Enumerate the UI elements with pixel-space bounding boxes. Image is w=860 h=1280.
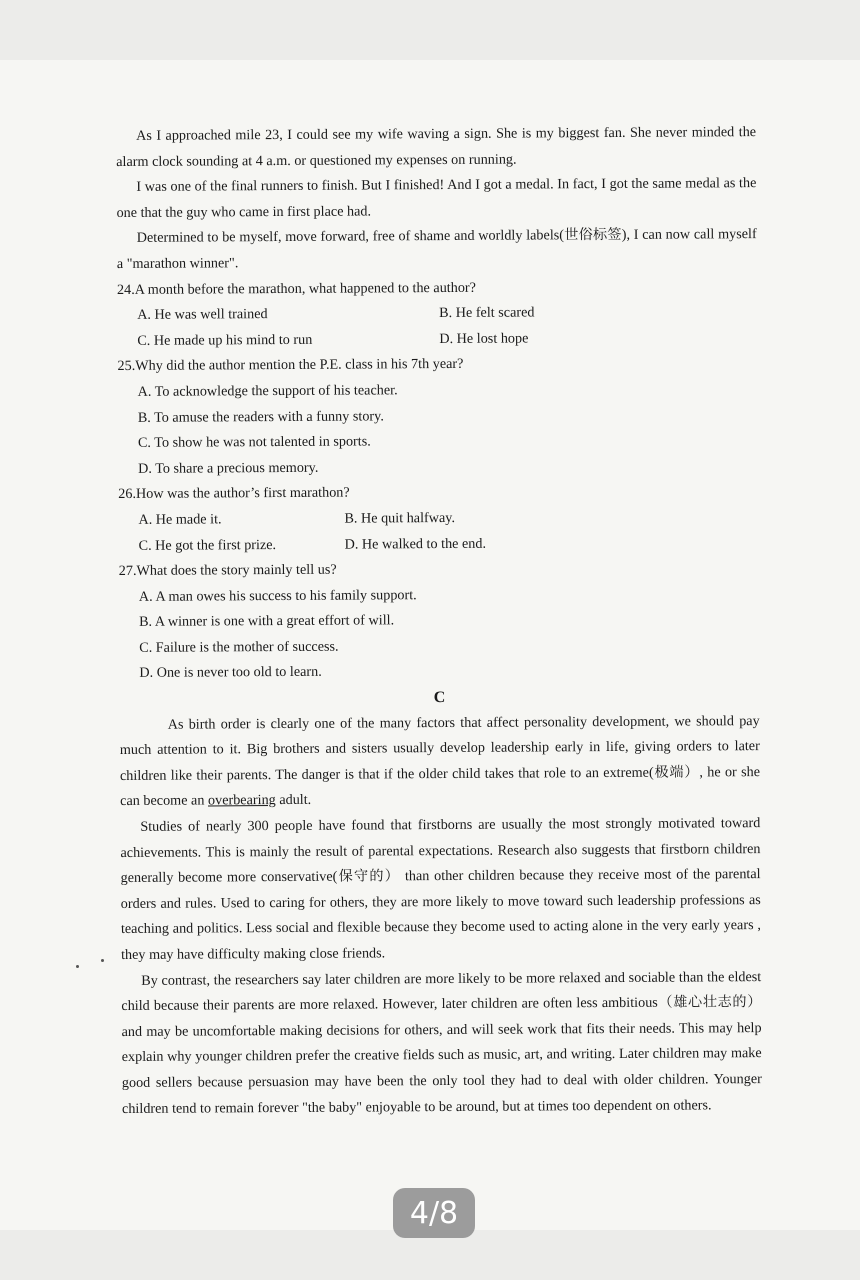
question-stem: 27.What does the story mainly tell us? bbox=[118, 561, 337, 580]
question-25 bbox=[117, 350, 758, 482]
scan-speck bbox=[101, 959, 104, 962]
underlined-word: overbearing bbox=[207, 792, 276, 809]
option-d: D. One is never too old to learn. bbox=[139, 664, 322, 682]
paragraph-birth-order bbox=[120, 709, 761, 815]
option-b: B. To amuse the readers with a funny story. bbox=[137, 407, 384, 426]
paragraph-later-children: By contrast, the researchers say later children are more likely to be more relaxed and sociable than the eldest child because their parents are more relaxed. However, later children are often less ambitious（雄心壮志的） and may be uncomfortable making decisions for others, and will seek work that fits their needs. This may help explain why younger children prefer the creative fields such as music, art, and writing. Later children may make good sellers because persuasion may have been the only tool they had to deal with older children. Younger children tend to remain forever "the baby" enjoyable to be around, but at times too dependent on others. bbox=[121, 968, 762, 1117]
option-b: B. He quit halfway. bbox=[344, 509, 456, 527]
option-a: A. A man owes his success to his family support. bbox=[138, 586, 417, 605]
paragraph-text-end: adult. bbox=[275, 792, 312, 809]
scan-speck bbox=[76, 965, 79, 968]
paragraph-mile-23: As I approached mile 23, I could see my wife waving a sign. She is my biggest fan. She never minded the alarm clock sounding at 4 a.m. or questioned my expenses on running. bbox=[116, 124, 757, 170]
option-b: B. He felt scared bbox=[439, 304, 535, 322]
option-a: A. He made it. bbox=[138, 511, 222, 528]
question-stem: 25.Why did the author mention the P.E. class in his 7th year? bbox=[117, 356, 464, 375]
paragraph-marathon-winner: Determined to be myself, move forward, free of shame and worldly labels(世俗标签), I can now call myself a "marathon winner". bbox=[116, 226, 757, 272]
question-27 bbox=[119, 555, 760, 687]
option-d: D. He lost hope bbox=[439, 330, 529, 347]
document-body bbox=[116, 120, 762, 1122]
option-d: D. To share a precious memory. bbox=[138, 459, 319, 477]
question-stem: 24.A month before the marathon, what happened to the author? bbox=[116, 279, 476, 298]
section-title: C bbox=[433, 689, 446, 707]
option-c: C. He got the first prize. bbox=[138, 536, 277, 554]
option-d: D. He walked to the end. bbox=[344, 535, 487, 553]
option-c: C. He made up his mind to run bbox=[137, 331, 313, 349]
question-stem: 26.How was the author’s first marathon? bbox=[118, 484, 350, 503]
option-a: A. He was well trained bbox=[137, 306, 268, 324]
question-24 bbox=[117, 274, 757, 355]
paragraph-firstborns: Studies of nearly 300 people have found that firstborns are usually the most strongly motivated toward achievements. This is mainly the result of parental expectations. Research also suggests that firstborn children generally become more conservative(保守的） than other children because they receive most of the parental orders and rules. Used to caring for others, they are more likely to move toward such leadership professions as teaching and politics. Less social and flexible because they become used to acting alone in the very early years , they may have difficulty making close friends. bbox=[120, 815, 761, 963]
question-26 bbox=[118, 478, 758, 559]
page-indicator: 4/8 bbox=[393, 1188, 475, 1238]
option-a: A. To acknowledge the support of his teacher. bbox=[137, 382, 398, 400]
option-c: C. To show he was not talented in sports. bbox=[137, 433, 371, 451]
option-b: B. A winner is one with a great effort of will. bbox=[138, 612, 395, 631]
paragraph-finished: I was one of the final runners to finish. But I finished! And I got a medal. In fact, I got the same medal as the one that the guy who came in first place had. bbox=[116, 175, 757, 221]
option-c: C. Failure is the mother of success. bbox=[139, 638, 339, 656]
paragraph-text: As birth order is clearly one of the many factors that affect personality development, we should pay much attention to it. Big brothers and sisters usually develop leadership early in life, giving orders to later children like their parents. The danger is that if the older child takes that role to an extreme(极端）, he or she can become an bbox=[119, 712, 761, 810]
